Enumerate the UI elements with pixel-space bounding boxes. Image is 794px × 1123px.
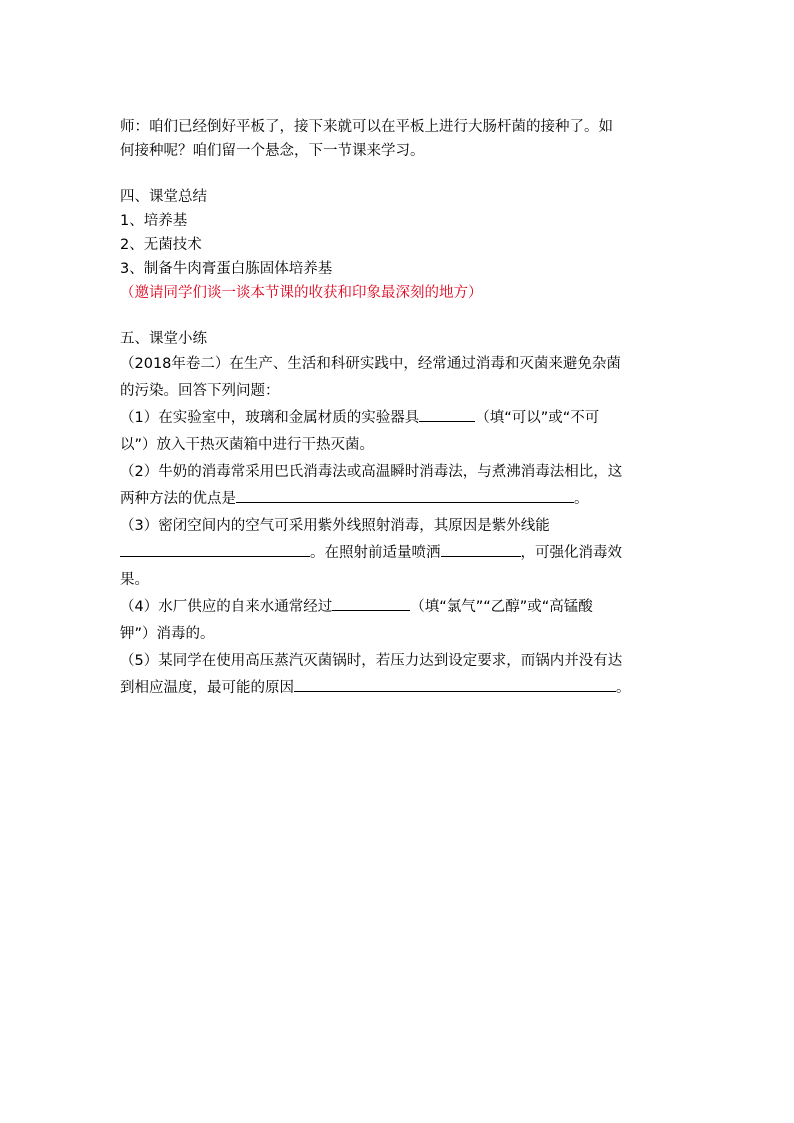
document-page — [120, 115, 680, 702]
question-3-line-1: （3）密闭空间内的空气可采用紫外线照射消毒，其原因是紫外线能 — [120, 518, 550, 534]
answer-blank-1[interactable] — [419, 405, 475, 422]
practice-intro-line-2: 的污染。回答下列问题： — [120, 383, 280, 399]
question-5-text-a: 到相应温度，最可能的原因 — [120, 680, 294, 696]
question-2-line-1: （2）牛奶的消毒常采用巴氏消毒法或高温瞬时消毒法，与煮沸消毒法相比，这 — [120, 464, 623, 480]
answer-blank-5[interactable] — [294, 675, 616, 692]
question-1-text-a: （1）在实验室中，玻璃和金属材质的实验器具 — [120, 410, 420, 426]
question-1-line-1 — [120, 405, 680, 432]
question-1-text-b: （填“可以”或“不可 — [475, 410, 600, 426]
spacer — [120, 163, 680, 185]
question-4-text-a: （4）水厂供应的自来水通常经过 — [120, 599, 333, 615]
question-4-line-1 — [120, 594, 680, 621]
question-2-text-b: 。 — [574, 491, 589, 507]
question-3-line-3: 果。 — [120, 572, 149, 588]
question-4-line-2: 钾”）消毒的。 — [120, 626, 215, 642]
spacer — [120, 305, 680, 327]
summary-item-2: 2、无菌技术 — [120, 237, 202, 253]
summary-note: （邀请同学们谈一谈本节课的收获和印象最深刻的地方） — [120, 285, 483, 301]
answer-blank-3a[interactable] — [120, 540, 310, 557]
answer-blank-2[interactable] — [236, 486, 574, 503]
answer-blank-4[interactable] — [332, 594, 410, 611]
question-5-text-b: 。 — [616, 680, 631, 696]
practice-heading: 五、课堂小练 — [120, 331, 207, 347]
question-3-line-2 — [120, 540, 680, 567]
question-3-text-b: ，可强化消毒效 — [520, 545, 622, 561]
question-5-line-1: （5）某同学在使用高压蒸汽灭菌锅时，若压力达到设定要求，而锅内并没有达 — [120, 653, 623, 669]
question-2-text-a: 两种方法的优点是 — [120, 491, 236, 507]
summary-item-1: 1、培养基 — [120, 213, 188, 229]
practice-intro-line-1: （2018年卷二）在生产、生活和科研实践中，经常通过消毒和灭菌来避免杂菌 — [120, 356, 621, 372]
question-1-line-2: 以”）放入干热灭菌箱中进行干热灭菌。 — [120, 437, 375, 453]
question-4-text-b: （填“氯气”“乙醇”或“高锰酸 — [410, 599, 593, 615]
summary-item-3: 3、制备牛肉膏蛋白胨固体培养基 — [120, 261, 333, 277]
answer-blank-3b[interactable] — [441, 540, 521, 557]
summary-heading: 四、课堂总结 — [120, 189, 207, 205]
intro-line-2: 何接种呢？咱们留一个悬念，下一节课来学习。 — [120, 143, 425, 159]
question-5-line-2 — [120, 675, 680, 702]
question-2-line-2 — [120, 486, 680, 513]
question-3-text-a: 。在照射前适量喷洒 — [310, 545, 441, 561]
intro-line-1: 师：咱们已经倒好平板了，接下来就可以在平板上进行大肠杆菌的接种了。如 — [120, 119, 613, 135]
